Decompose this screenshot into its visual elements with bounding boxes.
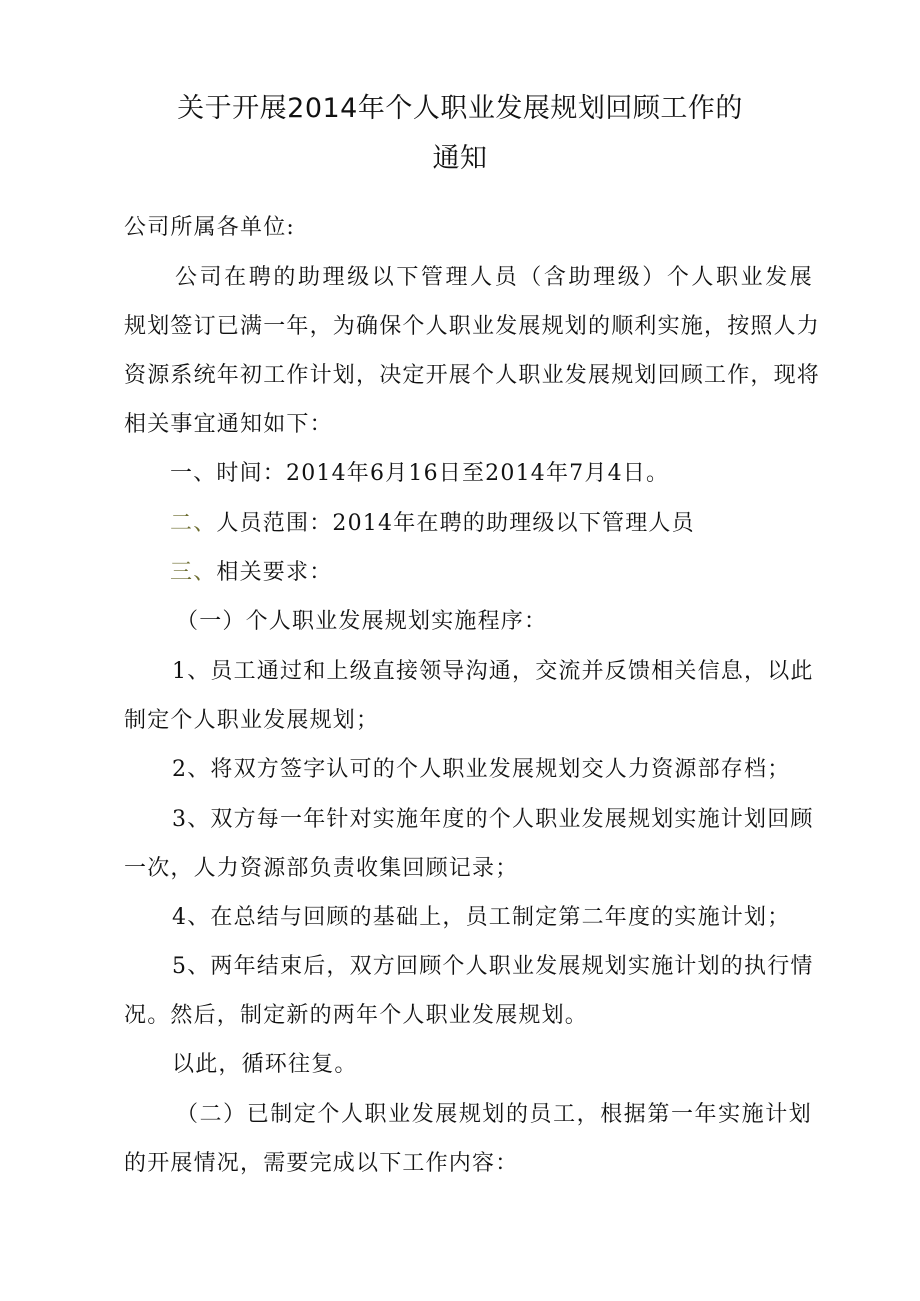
document-title-line-2: 通知 [432, 143, 488, 174]
step-5-line-1: 5、两年结束后，双方回顾个人职业发展规划实施计划的执行情 [172, 954, 814, 979]
subsection-1-heading: （一）个人职业发展规划实施程序： [176, 609, 548, 634]
item-requirements [170, 555, 332, 586]
intro-line-4: 相关事宜通知如下： [124, 412, 333, 437]
step-2: 2、将双方签字认可的个人职业发展规划交人力资源部存档； [172, 757, 791, 782]
step-1-line-1: 1、员工通过和上级直接领导沟通，交流并反馈相关信息，以此 [172, 659, 814, 684]
item-scope-number: 二、 [170, 511, 217, 536]
document-title-line-1: 关于开展2014年个人职业发展规划回顾工作的 [177, 93, 743, 124]
step-1-line-2: 制定个人职业发展规划； [124, 708, 380, 733]
intro-line-3: 资源系统年初工作计划，决定开展个人职业发展规划回顾工作，现将 [124, 363, 821, 388]
step-5-line-2: 况。然后，制定新的两年个人职业发展规划。 [124, 1003, 589, 1028]
item-requirements-text: 相关要求： [216, 560, 333, 585]
addressee: 公司所属各单位: [124, 215, 296, 240]
loop-note: 以此，循环往复。 [172, 1052, 358, 1077]
intro-line-2: 规划签订已满一年，为确保个人职业发展规划的顺利实施，按照人力 [124, 314, 821, 339]
subsection-2-line-2: 的开展情况，需要完成以下工作内容： [124, 1151, 519, 1176]
step-4: 4、在总结与回顾的基础上，员工制定第二年度的实施计划； [172, 905, 791, 930]
item-scope [170, 506, 695, 537]
item-scope-text: 人员范围：2014年在聘的助理级以下管理人员 [216, 511, 695, 536]
step-3-line-2: 一次，人力资源部负责收集回顾记录； [124, 856, 519, 881]
item-requirements-number: 三、 [170, 560, 217, 585]
subsection-2-line-1: （二）已制定个人职业发展规划的员工，根据第一年实施计划 [176, 1102, 812, 1127]
step-3-line-1: 3、双方每一年针对实施年度的个人职业发展规划实施计划回顾 [172, 807, 814, 832]
intro-line-1: 公司在聘的助理级以下管理人员（含助理级）个人职业发展 [175, 265, 813, 290]
item-time: 一、时间：2014年6月16日至2014年7月4日。 [170, 461, 670, 486]
